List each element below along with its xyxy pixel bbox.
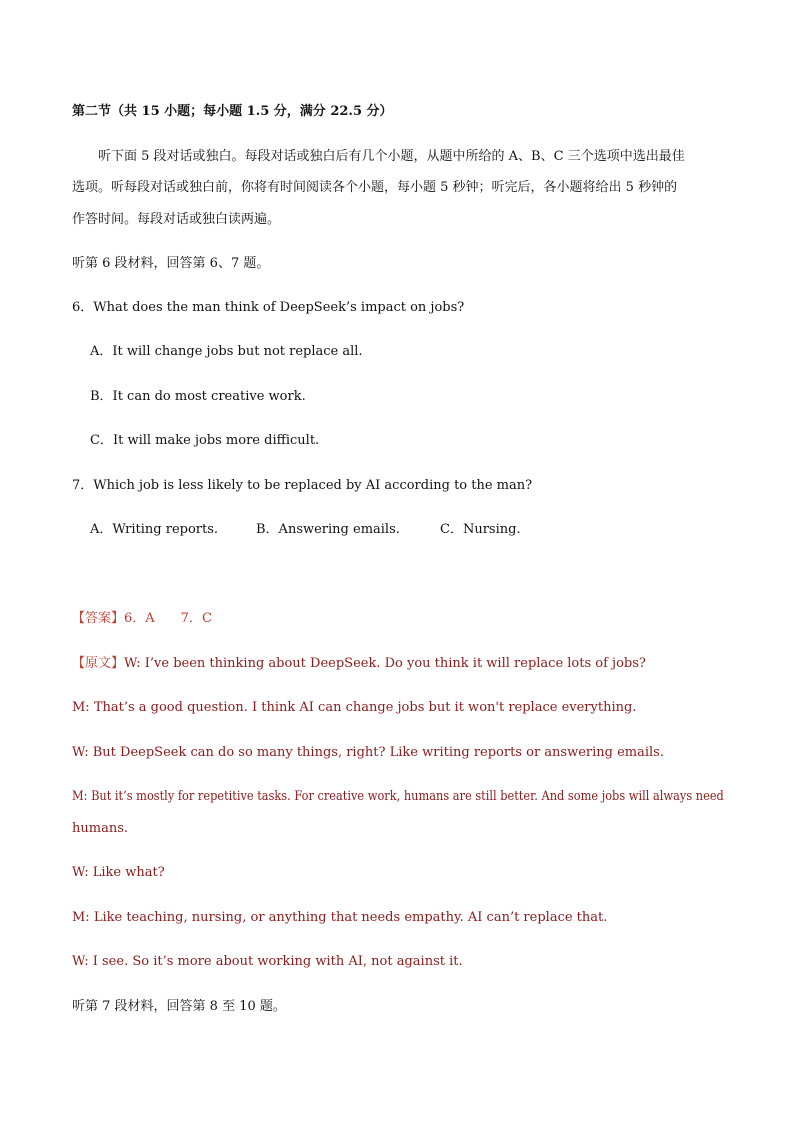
answer-tag: 【答案】 (72, 611, 125, 626)
transcript-line-7: M: Like teaching, nursing, or anything that needs empathy. AI can’t replace that. (72, 910, 608, 925)
question-6-option-a: A．It will change jobs but not replace all. (90, 344, 363, 359)
material-6-label: 听第 6 段材料，回答第 6、7 题。 (72, 256, 270, 271)
transcript-line-3: W: But DeepSeek can do so many things, right? Like writing reports or answering emails. (72, 745, 664, 760)
question-6-option-b: B．It can do most creative work. (90, 389, 306, 404)
transcript-line-4: M: But it’s mostly for repetitive tasks. For creative work, humans are still better. And some jobs will always need (72, 789, 724, 804)
question-7-option-b: B．Answering emails. (256, 522, 400, 537)
transcript-line-8: W: I see. So it’s more about working with AI, not against it. (72, 954, 463, 969)
question-6-stem: 6．What does the man think of DeepSeek’s impact on jobs? (72, 300, 465, 315)
transcript-line-2: M: That’s a good question. I think AI can change jobs but it won't replace everything. (72, 700, 637, 715)
answer-text: 6．A 7．C (124, 611, 212, 626)
transcript-line-5: humans. (72, 821, 128, 836)
section-heading: 第二节（共 15 小题；每小题 1.5 分，满分 22.5 分） (72, 104, 393, 119)
instruction-line-3: 作答时间。每段对话或独白读两遍。 (72, 212, 281, 227)
transcript-line-6: W: Like what? (72, 865, 165, 880)
transcript-text: W: I’ve been thinking about DeepSeek. Do you think it will replace lots of jobs? (124, 656, 646, 671)
question-6-option-c: C．It will make jobs more difficult. (90, 433, 320, 448)
question-7-stem: 7．Which job is less likely to be replaced by AI according to the man? (72, 478, 533, 493)
transcript-line-1 (72, 655, 646, 673)
answer-line (72, 610, 212, 628)
transcript-tag: 【原文】 (72, 656, 125, 671)
question-7-option-c: C．Nursing. (440, 522, 521, 537)
instruction-line-2: 选项。听每段对话或独白前，你将有时间阅读各个小题，每小题 5 秒钟；听完后，各小题将给出 5 秒钟的 (72, 180, 678, 195)
material-7-label: 听第 7 段材料，回答第 8 至 10 题。 (72, 999, 286, 1014)
question-7-option-a: A．Writing reports. (90, 522, 219, 537)
instruction-line-1: 听下面 5 段对话或独白。每段对话或独白后有几个小题，从题中所给的 A、B、C 三个选项中选出最佳 (98, 149, 685, 164)
